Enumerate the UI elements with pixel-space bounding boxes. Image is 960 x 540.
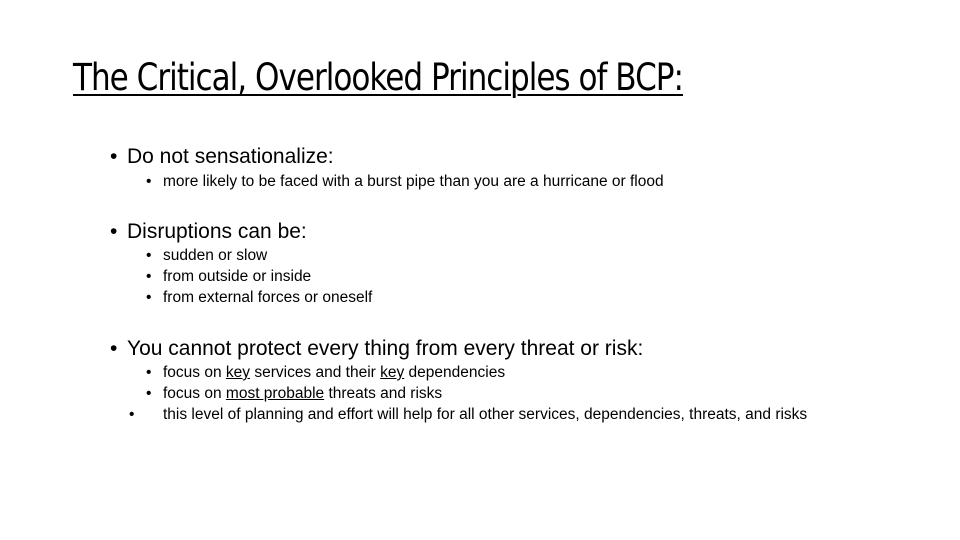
bullet-icon: • — [129, 406, 135, 423]
underlined-text: most probable — [225, 385, 325, 402]
section-heading: You cannot protect every thing from every threat or risk: — [127, 337, 644, 360]
section-heading: Do not sensationalize: — [127, 145, 334, 168]
bullet-icon: • — [110, 145, 118, 168]
bullet-icon: • — [146, 289, 152, 306]
bullet-item-level1 — [110, 145, 334, 169]
bullet-item-level1 — [110, 220, 307, 244]
sub-bullet-item: • this level of planning and effort will help for all other services, dependencies, threats, and risks — [129, 406, 808, 423]
sub-bullet-item: • sudden or slow — [146, 247, 268, 264]
slide-title: The Critical, Overlooked Principles of BCP: — [73, 56, 683, 99]
sub-bullet-item: • from outside or inside — [146, 268, 312, 285]
sub-bullet-item: • more likely to be faced with a burst pipe than you are a hurricane or flood — [146, 173, 664, 190]
sub-bullet-list — [129, 362, 866, 423]
bullet-icon: • — [146, 247, 152, 264]
bullet-item-level1 — [110, 337, 643, 361]
bullet-icon: • — [146, 173, 152, 190]
section-heading: Disruptions can be: — [127, 220, 307, 243]
bullet-icon: • — [110, 220, 118, 243]
sub-bullet-item: • focus on key services and their key dependencies — [146, 364, 506, 381]
sub-bullet-list — [146, 171, 866, 192]
bullet-icon: • — [146, 364, 152, 381]
sub-bullet-item: • from external forces or oneself — [146, 289, 373, 306]
bullet-icon: • — [146, 268, 152, 285]
bullet-icon: • — [146, 385, 152, 402]
sub-bullet-item: • focus on most probable threats and risks — [146, 385, 443, 402]
bullet-icon: • — [110, 337, 118, 360]
underlined-text: key — [380, 364, 405, 381]
underlined-text: key — [225, 364, 251, 381]
sub-bullet-list — [146, 245, 866, 308]
